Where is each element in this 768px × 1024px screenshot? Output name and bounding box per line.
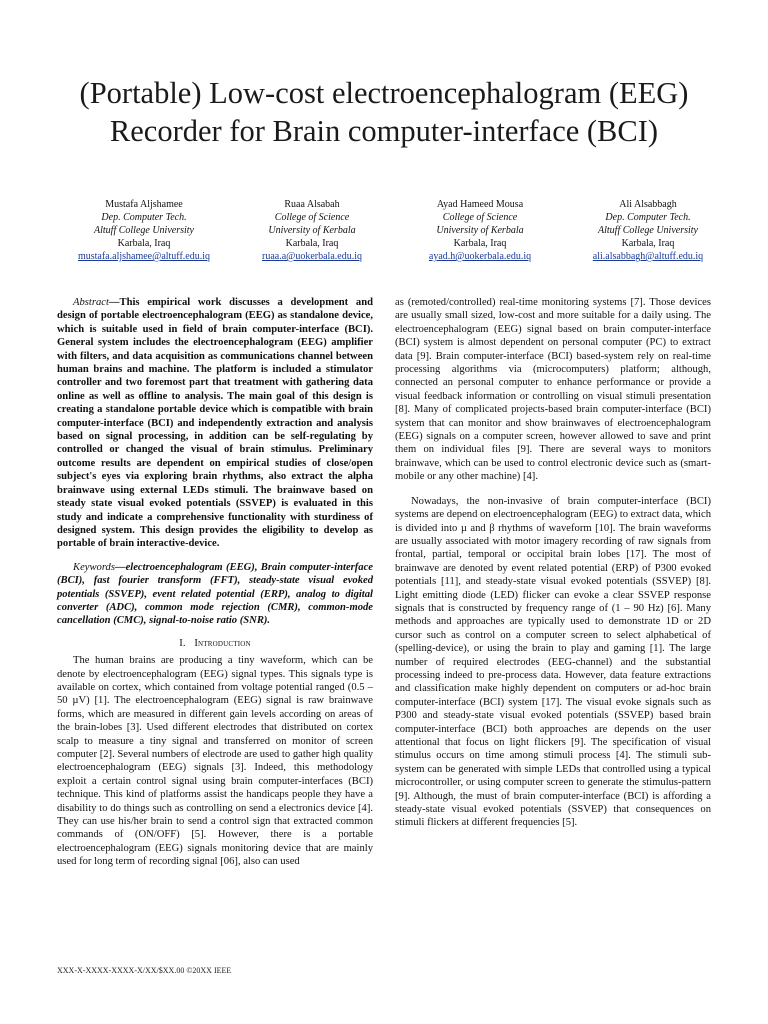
author-email-link[interactable]: ruaa.a@uokerbala.edu.iq xyxy=(262,251,362,262)
keywords-dash: — xyxy=(114,561,126,573)
right-column xyxy=(395,296,711,830)
author-list xyxy=(60,198,732,263)
author-department: College of Science xyxy=(442,212,518,223)
keywords-paragraph xyxy=(57,561,373,628)
section-heading xyxy=(57,637,373,650)
author-department: College of Science xyxy=(274,212,350,223)
author-name: Mustafa Aljshamee xyxy=(105,199,183,210)
author-email-link[interactable]: ali.alsabbagh@altuff.edu.iq xyxy=(592,251,704,262)
author-block xyxy=(564,198,732,263)
keywords-label: Keywords xyxy=(73,561,115,573)
author-block xyxy=(396,198,564,263)
section-title: Introduction xyxy=(194,637,251,649)
keywords-text: electroencephalogram (EEG), Brain computer-interface (BCI), fast fourier transform (FFT), steady-state visual evoked potentials (SSVEP), event related potential (ERP), analog to digital converter (ADC), common mode rejection (CMR), common-mode cancellation (CMC), signal-to-noise ratio (SNR). xyxy=(57,561,373,627)
copyright-footer: XXX-X-XXXX-XXXX-X/XX/$XX.00 ©20XX IEEE xyxy=(57,966,232,975)
author-email-link[interactable]: ayad.h@uokerbala.edu.iq xyxy=(428,251,532,262)
author-department: Dep. Computer Tech. xyxy=(605,212,691,223)
author-department: Dep. Computer Tech. xyxy=(101,212,187,223)
author-name: Ruaa Alsabah xyxy=(284,199,340,210)
section-number: I. xyxy=(179,637,186,649)
body-paragraph: The human brains are producing a tiny waveform, which can be denote by electroencephalogram (EEG) signal types. This signals type is available on cortex, which contained from voltage potential ranged (0.5 – 50 µV) [1]. The electroencephalogram (EEG) signal is raw brainwave forms, which are measured in different gain levels according on areas of the brain-lobes [3]. Used different electrodes that distributed on cortex scalp to measure a tiny signal and transferred on monitor of screen computer [2]. Several numbers of electrode are used to gather high quality electroencephalogram (EEG) signals [3]. Indeed, this methodology exploit a certain control signal using brain computer-interfaces (BCI) technique. This kind of platforms assist the handicaps people they have a disability to do things such as controlling on send a electronics device [4]. They can use his/her brain to send a control sign that extracted common commands of (ON/OFF) [5]. However, there is a portable electroencephalogram (EEG) signals monitoring device that are mainly used for long term of recording signal [06], also can used xyxy=(57,655,373,868)
abstract-paragraph xyxy=(57,296,373,551)
abstract-dash: — xyxy=(108,297,120,308)
author-name: Ayad Hameed Mousa xyxy=(436,199,524,210)
author-block xyxy=(60,198,228,263)
author-city: Karbala, Iraq xyxy=(285,238,339,249)
abstract-label: Abstract xyxy=(73,297,109,308)
left-column xyxy=(57,296,373,869)
author-city: Karbala, Iraq xyxy=(453,238,507,249)
abstract-text: This empirical work discusses a development and design of portable electroencephalogram (EEG) as standalone device, which is suitable used in field of brain computer-interface (BCI). General system includes the electroencephalogram (EEG) amplifier with filters, and data acquisition as communications channel between human brains and machine. The platform is included a stimulator controller and two foremost part that treatment with gathering data online as well as offline to analysis. The main goal of this design is creating a standalone portable device which is compatible with brain computer-interface (BCI) and independently extraction and analysis based on signal processing, in addition can be self-regulating by controlled or changed the visual of brain stimulus. Preliminary outcome results are dependent on empirical studies of close/open subject's eyes via exploring brain rhythms, also extract the alpha brainwave using external LEDs stimuli. The brainwave based on steady state visual evoked potentials (SSVEP) is evaluated in this study and indicate a comprehensive functionality with sturdiness of designed system. This design provides the eligibility to develop as portable of brain interactive-device. xyxy=(57,297,373,550)
paragraph-spacer xyxy=(395,484,711,495)
author-organization: University of Kerbala xyxy=(268,225,356,236)
author-city: Karbala, Iraq xyxy=(117,238,171,249)
body-paragraph: as (remoted/controlled) real-time monitoring systems [7]. Those devices are usually small sized, low-cost and more suitable for a daily using. The electroencephalogram (EEG) signal based on brain computer-interface (BCI) system is almost dependent on personal computer (PC) to extract data [9]. Brain computer-interface (BCI) based-system rely on real-time processing algorithms via (microcomputers) platform; although, connected an personal computer to enhance performance or provide a visual feedback information or controlling on visual stimuli presentation [8]. Many of complicated projects-based brain computer-interface (BCI) system that can monitor and show brainwaves of electroencephalogram (EEG) signals on a computer screen, however allowed to save and print them on individual files [9]. There are several ways to monitors brainwave, which can be used to control electronic device such as (smart-mobile or any other machine) [4]. xyxy=(395,297,711,483)
author-city: Karbala, Iraq xyxy=(621,238,675,249)
author-organization: Altuff College University xyxy=(598,225,698,236)
paper-title: (Portable) Low-cost electroencephalogram (EEG) Recorder for Brain computer-interface (BCI) xyxy=(79,76,689,148)
author-email-link[interactable]: mustafa.aljshamee@altuff.edu.iq xyxy=(77,251,211,262)
author-name: Ali Alsabbagh xyxy=(619,199,677,210)
author-organization: University of Kerbala xyxy=(436,225,524,236)
author-block xyxy=(228,198,396,263)
author-organization: Altuff College University xyxy=(94,225,194,236)
body-paragraph: Nowadays, the non-invasive of brain computer-interface (BCI) systems are depend on electroencephalogram (EEG) to extract data, which is divided into µ and β rhythms of waveform [10]. The brain waveforms are usually associated with motor imagery recording of raw signals from frontal, partial, temporal or occipital brain lobes [17]. The most of brainwave are denoted by event related potential (ERP) of P300 evoked potentials [11], and steady-state visual evoked potentials (SSVEP) [8]. Light emitting diode (LED) flicker can evoke a clear SSVEP response signals that is constructed by frequency range of (1 – 90 Hz) [6]. Many methods and approaches are typically used to demonstrate 1D or 2D cursor such as control on a computer screen to select alphabetical of (spelling-device), or using the brain to play and gaming [1]. The large number of required electrodes (EEG-channel) and the substantial processing indeed to pre-process data. However, data feature extractions and classification make highly dependent on computers or ad-hoc brain computer-interface (BCI) system [17]. The visual evoke signals such as P300 and steady-state visual evoked potentials (SSVEP) based brain computer-interface (BCI) both approaches are depends on the user attentional that focus on light flickers [9]. The specification of visual stimulus occurs on time among stimuli process [4]. The stimuli sub-system can be generated with simple LEDs that controlled using a typical microcontroller, or using computer screen to generate the stimulus-pattern [9]. Although, the must of brain computer-interface (BCI) is affording a steady-state visual evoked potentials (SSVEP) that consequences on stimuli flickers at different frequencies [5]. xyxy=(395,495,711,829)
